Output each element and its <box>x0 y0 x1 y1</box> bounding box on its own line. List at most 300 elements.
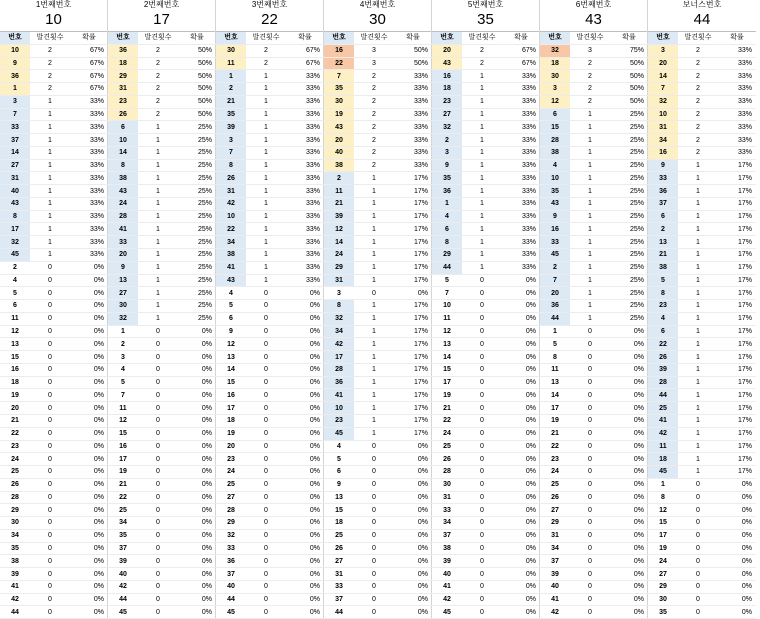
table-row <box>540 134 648 147</box>
number-cell: 27 <box>432 108 462 121</box>
count-cell: 0 <box>570 338 610 351</box>
table-row <box>432 146 540 159</box>
count-cell: 0 <box>138 351 178 364</box>
count-cell: 0 <box>138 491 178 504</box>
probability-cell: 0% <box>394 453 432 466</box>
table-row <box>216 363 324 376</box>
table-row <box>0 223 108 236</box>
count-cell: 1 <box>246 108 286 121</box>
count-cell: 2 <box>138 44 178 57</box>
number-cell: 4 <box>0 274 30 287</box>
probability-cell: 17% <box>718 363 756 376</box>
table-row <box>108 236 216 249</box>
table-row <box>0 236 108 249</box>
probability-cell: 50% <box>610 57 648 70</box>
header-row <box>108 32 216 44</box>
number-cell: 15 <box>324 504 354 517</box>
count-cell: 1 <box>138 185 178 198</box>
probability-cell: 17% <box>394 338 432 351</box>
probability-cell: 0% <box>286 606 324 619</box>
probability-cell: 0% <box>286 363 324 376</box>
probability-cell: 0% <box>610 504 648 517</box>
count-cell: 0 <box>678 555 718 568</box>
table-row <box>540 287 648 300</box>
table-row <box>324 440 432 453</box>
probability-cell: 50% <box>394 57 432 70</box>
probability-cell: 0% <box>70 300 108 313</box>
column-header: 확률 <box>502 32 540 44</box>
count-cell: 1 <box>462 95 502 108</box>
probability-cell: 17% <box>394 363 432 376</box>
table-row <box>0 389 108 402</box>
frequency-table <box>648 32 756 619</box>
table-row <box>216 593 324 606</box>
table-row <box>540 504 648 517</box>
number-cell: 32 <box>216 529 246 542</box>
table-row <box>216 568 324 581</box>
table-row <box>108 402 216 415</box>
number-cell: 42 <box>0 593 30 606</box>
probability-cell: 0% <box>70 414 108 427</box>
number-cell: 37 <box>216 568 246 581</box>
number-cell: 10 <box>324 402 354 415</box>
probability-cell: 25% <box>610 134 648 147</box>
number-cell: 14 <box>216 363 246 376</box>
group-title: 6번째번호 <box>575 0 612 9</box>
number-cell: 28 <box>432 466 462 479</box>
table-row <box>648 363 756 376</box>
number-cell: 12 <box>648 504 678 517</box>
table-row <box>540 568 648 581</box>
number-cell: 18 <box>0 376 30 389</box>
number-cell: 35 <box>324 83 354 96</box>
probability-cell: 0% <box>502 414 540 427</box>
probability-cell: 33% <box>502 146 540 159</box>
number-cell: 30 <box>432 478 462 491</box>
count-cell: 0 <box>30 414 70 427</box>
probability-cell: 33% <box>394 83 432 96</box>
probability-cell: 17% <box>718 287 756 300</box>
probability-cell: 0% <box>286 414 324 427</box>
count-cell: 1 <box>570 197 610 210</box>
probability-cell: 17% <box>718 389 756 402</box>
count-cell: 2 <box>570 95 610 108</box>
number-cell: 29 <box>432 249 462 262</box>
table-row <box>324 338 432 351</box>
count-cell: 0 <box>30 427 70 440</box>
count-cell: 2 <box>678 146 718 159</box>
number-cell: 37 <box>432 529 462 542</box>
count-cell: 1 <box>570 300 610 313</box>
table-row <box>216 121 324 134</box>
table-row <box>540 491 648 504</box>
number-cell: 6 <box>0 300 30 313</box>
table-row <box>0 529 108 542</box>
number-cell: 39 <box>540 568 570 581</box>
number-cell: 3 <box>540 83 570 96</box>
probability-cell: 33% <box>70 210 108 223</box>
table-row <box>432 542 540 555</box>
probability-cell: 25% <box>610 236 648 249</box>
count-cell: 1 <box>138 312 178 325</box>
probability-cell: 50% <box>178 57 216 70</box>
number-cell: 43 <box>432 57 462 70</box>
probability-cell: 0% <box>286 312 324 325</box>
number-cell: 15 <box>0 351 30 364</box>
column-header: 확률 <box>178 32 216 44</box>
probability-cell: 0% <box>70 453 108 466</box>
table-row <box>108 580 216 593</box>
probability-cell: 0% <box>394 504 432 517</box>
probability-cell: 0% <box>502 338 540 351</box>
count-cell: 1 <box>138 210 178 223</box>
number-cell: 33 <box>0 121 30 134</box>
probability-cell: 33% <box>70 159 108 172</box>
number-cell: 3 <box>108 351 138 364</box>
table-row <box>540 197 648 210</box>
probability-cell: 33% <box>70 121 108 134</box>
number-cell: 1 <box>648 478 678 491</box>
column-header: 발견횟수 <box>30 32 70 44</box>
table-row <box>432 466 540 479</box>
number-cell: 1 <box>108 325 138 338</box>
table-row <box>0 606 108 619</box>
table-row <box>216 57 324 70</box>
count-cell: 1 <box>678 453 718 466</box>
number-cell: 32 <box>324 312 354 325</box>
count-cell: 0 <box>354 504 394 517</box>
number-cell: 23 <box>324 414 354 427</box>
probability-cell: 0% <box>502 300 540 313</box>
number-cell: 15 <box>216 376 246 389</box>
table-row <box>432 338 540 351</box>
probability-cell: 25% <box>610 121 648 134</box>
count-cell: 0 <box>30 580 70 593</box>
table-row <box>0 210 108 223</box>
table-row <box>216 338 324 351</box>
table-row <box>432 57 540 70</box>
count-cell: 1 <box>462 210 502 223</box>
number-cell: 31 <box>432 491 462 504</box>
count-cell: 1 <box>246 70 286 83</box>
probability-cell: 33% <box>502 159 540 172</box>
table-row <box>648 287 756 300</box>
table-row <box>108 504 216 517</box>
table-row <box>324 402 432 415</box>
probability-cell: 25% <box>610 210 648 223</box>
count-cell: 0 <box>246 363 286 376</box>
count-cell: 1 <box>678 466 718 479</box>
count-cell: 0 <box>30 376 70 389</box>
probability-cell: 0% <box>178 580 216 593</box>
count-cell: 0 <box>678 504 718 517</box>
number-cell: 2 <box>216 83 246 96</box>
probability-cell: 33% <box>502 83 540 96</box>
table-row <box>648 134 756 147</box>
count-cell: 1 <box>678 223 718 236</box>
probability-cell: 33% <box>718 121 756 134</box>
number-cell: 33 <box>108 236 138 249</box>
table-row <box>540 121 648 134</box>
number-cell: 39 <box>648 363 678 376</box>
number-cell: 8 <box>648 287 678 300</box>
count-cell: 2 <box>678 57 718 70</box>
number-cell: 13 <box>432 338 462 351</box>
number-cell: 44 <box>324 606 354 619</box>
table-row <box>0 504 108 517</box>
count-cell: 0 <box>570 542 610 555</box>
count-cell: 0 <box>138 504 178 517</box>
probability-cell: 0% <box>502 491 540 504</box>
table-row <box>216 529 324 542</box>
table-row <box>432 236 540 249</box>
probability-cell: 0% <box>286 351 324 364</box>
count-cell: 0 <box>30 300 70 313</box>
count-cell: 1 <box>246 261 286 274</box>
count-cell: 2 <box>138 70 178 83</box>
table-row <box>540 95 648 108</box>
table-row <box>432 478 540 491</box>
table-row <box>108 453 216 466</box>
number-cell: 10 <box>108 134 138 147</box>
table-row <box>216 414 324 427</box>
probability-cell: 33% <box>286 249 324 262</box>
number-cell: 25 <box>108 504 138 517</box>
count-cell: 0 <box>354 453 394 466</box>
table-row <box>0 568 108 581</box>
count-cell: 1 <box>354 185 394 198</box>
table-row <box>432 491 540 504</box>
group-value: 35 <box>432 9 539 32</box>
count-cell: 1 <box>30 134 70 147</box>
number-cell: 37 <box>648 197 678 210</box>
probability-cell: 0% <box>502 312 540 325</box>
number-cell: 3 <box>324 287 354 300</box>
probability-cell: 0% <box>178 351 216 364</box>
probability-cell: 33% <box>286 83 324 96</box>
count-cell: 0 <box>246 478 286 491</box>
number-cell: 45 <box>0 249 30 262</box>
number-cell: 41 <box>108 223 138 236</box>
table-row <box>324 504 432 517</box>
count-cell: 0 <box>138 414 178 427</box>
probability-cell: 33% <box>502 70 540 83</box>
table-row <box>432 108 540 121</box>
probability-cell: 17% <box>718 159 756 172</box>
table-row <box>108 606 216 619</box>
probability-cell: 0% <box>178 414 216 427</box>
number-cell: 19 <box>540 414 570 427</box>
number-cell: 36 <box>540 300 570 313</box>
table-row <box>0 580 108 593</box>
probability-cell: 50% <box>178 70 216 83</box>
number-cell: 21 <box>216 95 246 108</box>
count-cell: 0 <box>462 580 502 593</box>
number-cell: 14 <box>432 351 462 364</box>
probability-cell: 33% <box>70 249 108 262</box>
probability-cell: 75% <box>610 44 648 57</box>
probability-cell: 0% <box>610 453 648 466</box>
table-row <box>0 312 108 325</box>
count-cell: 1 <box>30 159 70 172</box>
probability-cell: 0% <box>394 580 432 593</box>
table-row <box>540 376 648 389</box>
table-row <box>648 159 756 172</box>
probability-cell: 25% <box>178 185 216 198</box>
table-row <box>324 83 432 96</box>
count-cell: 0 <box>30 517 70 530</box>
number-cell: 8 <box>432 236 462 249</box>
table-row <box>0 542 108 555</box>
number-cell: 30 <box>324 95 354 108</box>
number-cell: 22 <box>324 57 354 70</box>
table-row <box>216 83 324 96</box>
count-cell: 1 <box>30 185 70 198</box>
probability-cell: 33% <box>502 210 540 223</box>
probability-cell: 0% <box>70 376 108 389</box>
probability-cell: 17% <box>718 236 756 249</box>
count-cell: 1 <box>678 197 718 210</box>
count-cell: 1 <box>138 261 178 274</box>
number-cell: 29 <box>108 70 138 83</box>
count-cell: 1 <box>138 249 178 262</box>
table-row <box>0 491 108 504</box>
count-cell: 1 <box>678 440 718 453</box>
table-row <box>0 440 108 453</box>
probability-cell: 0% <box>178 606 216 619</box>
table-row <box>648 95 756 108</box>
probability-cell: 33% <box>718 134 756 147</box>
number-cell: 41 <box>432 580 462 593</box>
count-cell: 1 <box>354 249 394 262</box>
number-cell: 31 <box>324 568 354 581</box>
number-cell: 34 <box>0 529 30 542</box>
count-cell: 0 <box>246 300 286 313</box>
count-cell: 1 <box>570 274 610 287</box>
number-cell: 29 <box>216 517 246 530</box>
column-header: 발견횟수 <box>138 32 178 44</box>
count-cell: 1 <box>246 121 286 134</box>
table-row <box>648 453 756 466</box>
probability-cell: 0% <box>286 389 324 402</box>
count-cell: 2 <box>30 83 70 96</box>
probability-cell: 0% <box>178 363 216 376</box>
number-cell: 10 <box>216 210 246 223</box>
table-row <box>324 197 432 210</box>
count-cell: 1 <box>354 197 394 210</box>
table-row <box>216 542 324 555</box>
probability-cell: 33% <box>70 172 108 185</box>
table-row <box>540 414 648 427</box>
count-cell: 3 <box>570 44 610 57</box>
table-row <box>324 274 432 287</box>
table-row <box>324 57 432 70</box>
table-row <box>648 185 756 198</box>
count-cell: 0 <box>30 478 70 491</box>
count-cell: 0 <box>138 478 178 491</box>
probability-cell: 33% <box>718 44 756 57</box>
table-row <box>432 593 540 606</box>
probability-cell: 0% <box>286 568 324 581</box>
probability-cell: 0% <box>70 325 108 338</box>
probability-cell: 0% <box>502 555 540 568</box>
count-cell: 1 <box>678 287 718 300</box>
table-row <box>540 261 648 274</box>
number-cell: 38 <box>540 146 570 159</box>
number-cell: 22 <box>108 491 138 504</box>
count-cell: 1 <box>570 236 610 249</box>
number-cell: 21 <box>0 414 30 427</box>
number-cell: 23 <box>432 95 462 108</box>
probability-cell: 0% <box>178 568 216 581</box>
table-row <box>648 261 756 274</box>
count-cell: 0 <box>570 389 610 402</box>
number-cell: 43 <box>216 274 246 287</box>
count-cell: 0 <box>354 555 394 568</box>
count-cell: 1 <box>462 83 502 96</box>
number-cell: 32 <box>432 121 462 134</box>
count-cell: 0 <box>462 427 502 440</box>
probability-cell: 0% <box>178 478 216 491</box>
count-cell: 0 <box>354 478 394 491</box>
count-cell: 0 <box>462 466 502 479</box>
count-cell: 1 <box>138 134 178 147</box>
number-cell: 19 <box>108 466 138 479</box>
probability-cell: 17% <box>718 351 756 364</box>
count-cell: 1 <box>354 351 394 364</box>
count-cell: 1 <box>246 249 286 262</box>
count-cell: 0 <box>570 427 610 440</box>
count-cell: 2 <box>678 121 718 134</box>
probability-cell: 25% <box>610 312 648 325</box>
table-row <box>0 185 108 198</box>
table-row <box>108 593 216 606</box>
count-cell: 0 <box>246 555 286 568</box>
table-row <box>216 580 324 593</box>
number-cell: 44 <box>432 261 462 274</box>
number-cell: 24 <box>648 555 678 568</box>
count-cell: 1 <box>30 236 70 249</box>
count-cell: 1 <box>246 185 286 198</box>
count-cell: 0 <box>246 580 286 593</box>
count-cell: 0 <box>462 300 502 313</box>
number-cell: 27 <box>0 159 30 172</box>
probability-cell: 33% <box>502 197 540 210</box>
probability-cell: 25% <box>178 146 216 159</box>
count-cell: 0 <box>570 504 610 517</box>
number-cell: 30 <box>0 517 30 530</box>
table-row <box>648 57 756 70</box>
table-row <box>432 504 540 517</box>
count-cell: 1 <box>354 210 394 223</box>
count-cell: 2 <box>678 95 718 108</box>
table-row <box>432 121 540 134</box>
probability-cell: 0% <box>70 529 108 542</box>
table-row <box>108 83 216 96</box>
probability-cell: 17% <box>718 300 756 313</box>
count-cell: 0 <box>138 542 178 555</box>
probability-cell: 33% <box>718 57 756 70</box>
count-cell: 0 <box>30 363 70 376</box>
number-cell: 3 <box>216 134 246 147</box>
count-cell: 1 <box>462 134 502 147</box>
number-cell: 9 <box>324 478 354 491</box>
probability-cell: 0% <box>502 453 540 466</box>
table-row <box>648 325 756 338</box>
count-cell: 0 <box>354 287 394 300</box>
count-cell: 0 <box>138 389 178 402</box>
table-row <box>0 121 108 134</box>
